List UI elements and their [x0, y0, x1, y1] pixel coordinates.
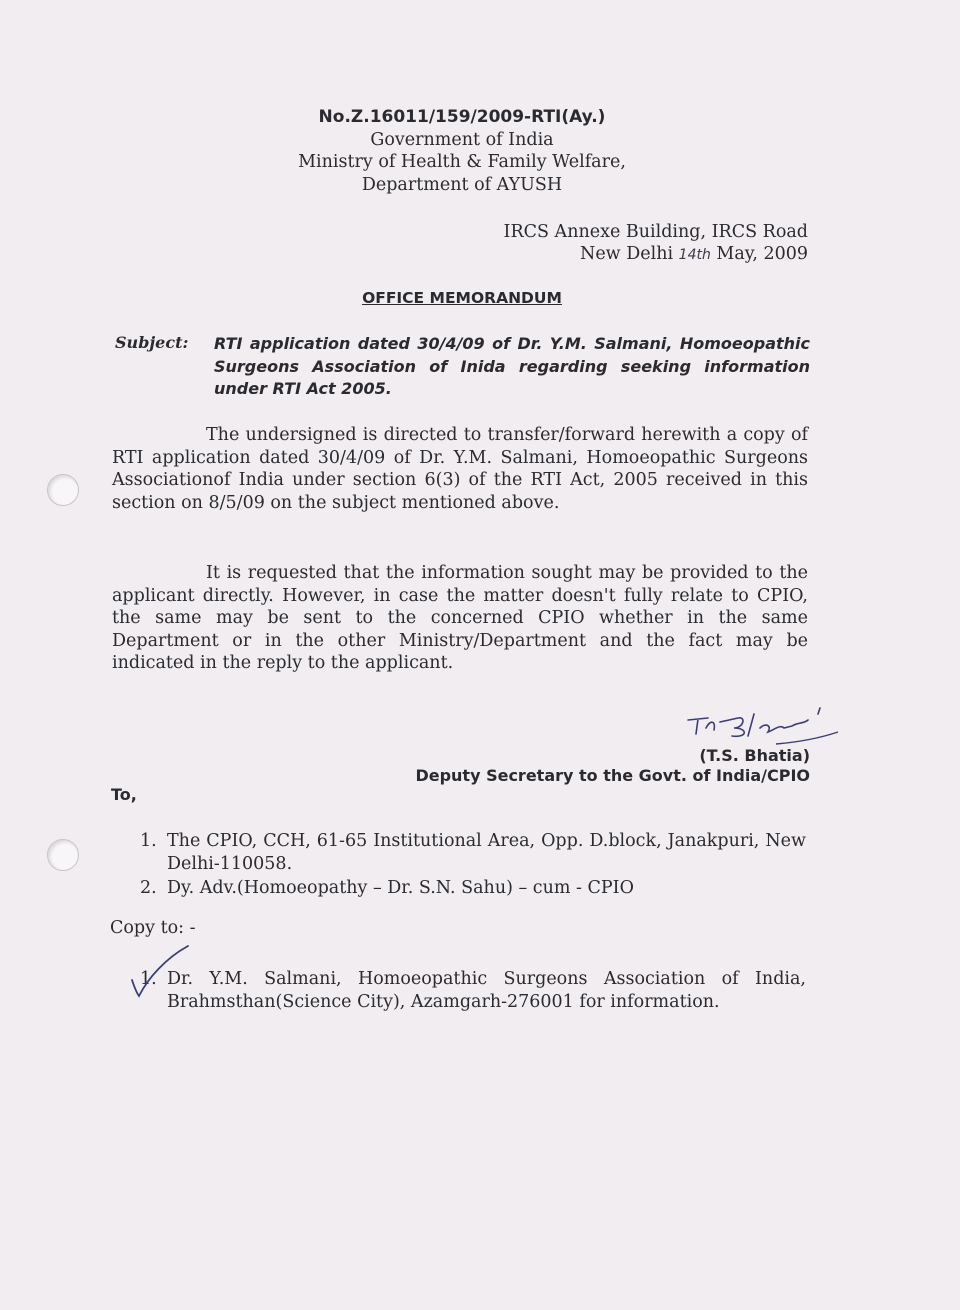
- paragraph-1: The undersigned is directed to transfer/forward herewith a copy of RTI application dated 30/4/09 of Dr. Y.M. Salmani, Homoeopathic Surgeons Associationof India under section 6(3) of the RTI Act, 2005 received in this section on 8/5/09 on the subject mentioned above.: [112, 425, 808, 513]
- paragraph-2: It is requested that the information sought may be provided to the applicant directly. However, in case the matter doesn't fully relate to CPIO, the same may be sent to the concerned CPIO whether in the same Department or in the other Ministry/Department and the fact may be indicated in the reply to the applicant.: [112, 563, 808, 673]
- memo-heading: OFFICE MEMORANDUM: [362, 289, 562, 307]
- copy-item-1: [140, 968, 806, 1013]
- govt-line: Government of India: [370, 130, 554, 150]
- signature-scribble: [680, 698, 850, 750]
- department-line: Department of AYUSH: [361, 175, 563, 195]
- date-suffix: May, 2009: [716, 244, 808, 264]
- recipient-text: The CPIO, CCH, 61-65 Institutional Area, Opp. D.block, Janakpuri, New Delhi-110058.: [167, 831, 806, 874]
- copy-text: Dr. Y.M. Salmani, Homoeopathic Surgeons Association of India, Brahmsthan(Science City), Azamgarh-276001 for information.: [167, 969, 806, 1012]
- ministry-line: Ministry of Health & Family Welfare,: [298, 152, 626, 172]
- subject-label: Subject:: [115, 333, 189, 352]
- address-line: IRCS Annexe Building, IRCS Road: [503, 222, 808, 242]
- to-label: To,: [111, 785, 137, 804]
- recipient-number: 2.: [140, 878, 157, 898]
- punch-hole-top: [47, 474, 79, 506]
- copy-to-label: Copy to: -: [110, 918, 196, 938]
- date-line: [580, 243, 808, 266]
- punch-hole-bottom: [47, 839, 79, 871]
- signatory-name: (T.S. Bhatia): [699, 746, 810, 765]
- date-prefix: New Delhi: [580, 244, 674, 264]
- recipient-number: 1.: [140, 831, 157, 851]
- handwritten-date: 14th: [678, 247, 711, 263]
- recipient-item-2: [140, 877, 806, 900]
- recipient-item-1: [140, 830, 806, 875]
- recipient-text: Dy. Adv.(Homoeopathy – Dr. S.N. Sahu) – cum - CPIO: [167, 878, 634, 898]
- subject-text: RTI application dated 30/4/09 of Dr. Y.M. Salmani, Homoeopathic Surgeons Association of Inida regarding seeking information under RTI Act 2005.: [214, 334, 810, 398]
- tick-mark: [126, 944, 196, 1000]
- copy-number: 1.: [140, 969, 157, 989]
- signatory-designation: Deputy Secretary to the Govt. of India/CPIO: [415, 766, 810, 785]
- document-number: No.Z.16011/159/2009-RTI(Ay.): [318, 107, 606, 127]
